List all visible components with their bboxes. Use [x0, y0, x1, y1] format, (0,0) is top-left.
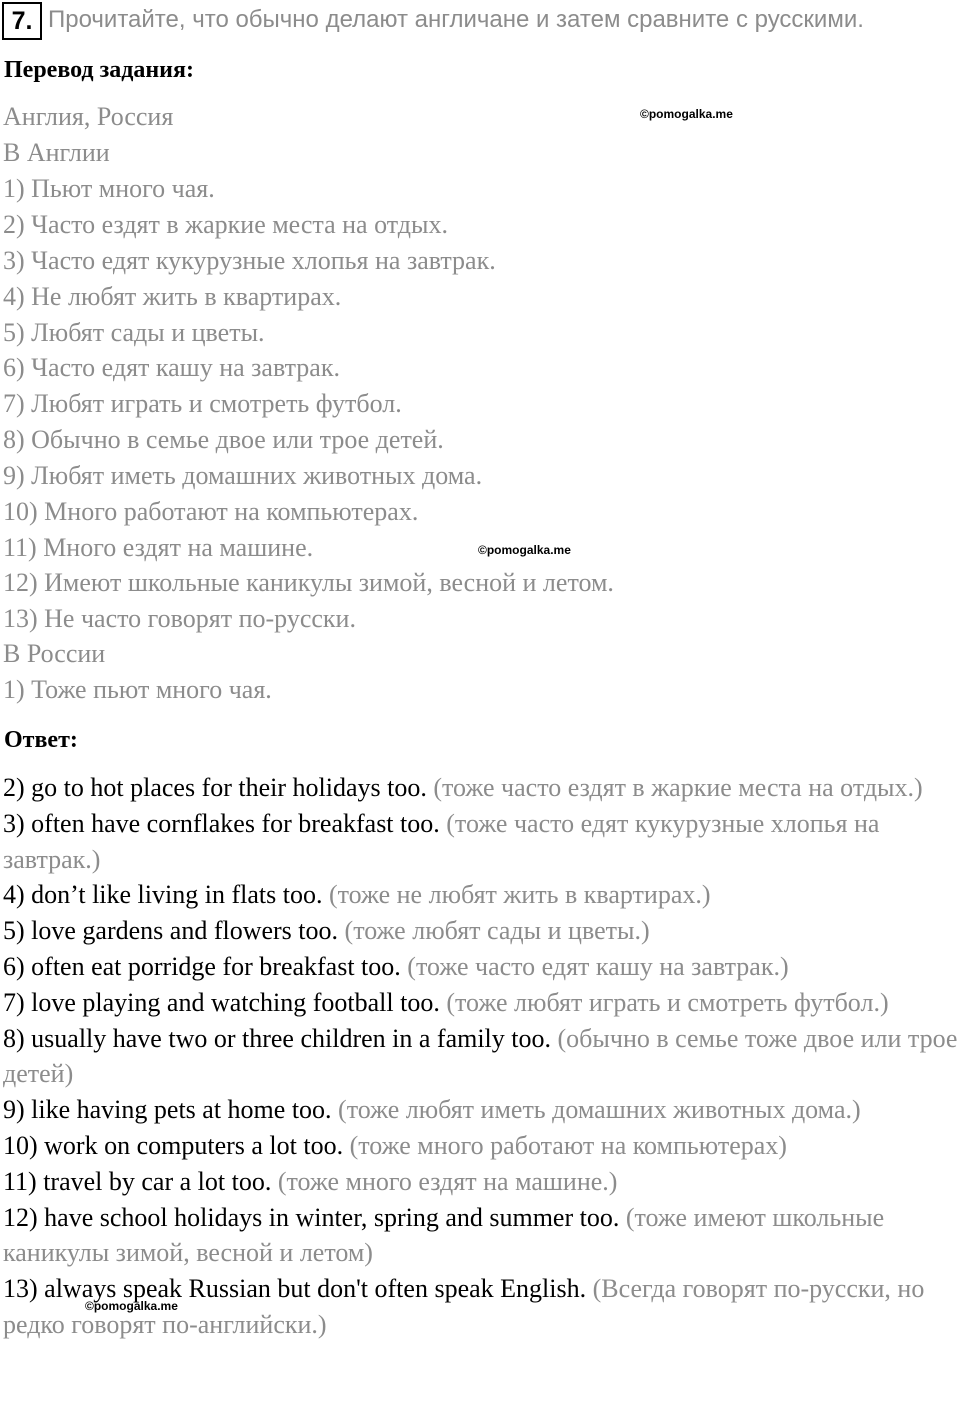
answer-english: 9) like having pets at home too. [3, 1095, 332, 1125]
answer-item [3, 1200, 958, 1272]
answer-item [3, 913, 958, 949]
answer-english: 3) often have cornflakes for breakfast too. [3, 808, 440, 838]
translation-line: 12) Имеют школьные каникулы зимой, весной и летом. [3, 568, 614, 597]
answer-item [3, 877, 958, 913]
translation-line: 2) Часто ездят в жаркие места на отдых. [3, 210, 448, 239]
answer-russian: (тоже любят играть и смотреть футбол.) [446, 987, 889, 1017]
answer-russian: (тоже часто едят кукурузные хлопья на завтрак.) [3, 808, 880, 874]
answer-english: 11) travel by car a lot too. [3, 1166, 272, 1196]
answer-item [3, 985, 958, 1021]
answer-russian: (Всегда говорят по-русски, но редко говорят по-английски.) [3, 1274, 925, 1339]
answer-english: 10) work on computers a lot too. [3, 1130, 344, 1160]
translation-heading: Перевод задания: [4, 57, 194, 83]
answer-item [3, 1128, 958, 1164]
answer-english: 6) often eat porridge for breakfast too. [3, 951, 401, 981]
translation-line: 5) Любят сады и цветы. [3, 318, 265, 347]
translation-line: 11) Много ездят на машине. [3, 533, 314, 562]
answer-list [3, 770, 958, 1343]
translation-line: 13) Не часто говорят по-русски. [3, 604, 356, 633]
answer-english: 7) love playing and watching football too. [3, 987, 440, 1017]
answer-item [3, 806, 958, 878]
translation-line: В России [3, 639, 106, 668]
answer-russian: (тоже любят иметь домашних животных дома.) [338, 1095, 861, 1125]
task-instruction: Прочитайте, что обычно делают англичане и затем сравните с русскими. [48, 6, 864, 33]
answer-english: 5) love gardens and flowers too. [3, 916, 339, 946]
answer-russian: (тоже часто ездят в жаркие места на отдых.) [433, 773, 923, 802]
translation-line: 3) Часто едят кукурузные хлопья на завтрак. [3, 246, 496, 275]
answer-item [3, 770, 958, 806]
translation-line: Англия, Россия [3, 102, 174, 131]
watermark: ©pomogalka.me [478, 543, 571, 557]
answer-english: 8) usually have two or three children in a family too. [3, 1023, 552, 1053]
translation-line: 8) Обычно в семье двое или трое детей. [3, 425, 444, 454]
translation-line: 4) Не любят жить в квартирах. [3, 282, 342, 311]
watermark: ©pomogalka.me [85, 1299, 178, 1313]
answer-russian: (тоже часто едят кашу на завтрак.) [407, 951, 789, 981]
translation-line: 1) Пьют много чая. [3, 174, 215, 203]
translation-line: 9) Любят иметь домашних животных дома. [3, 461, 483, 490]
translation-line: 6) Часто едят кашу на завтрак. [3, 353, 340, 382]
translation-line: 10) Много работают на компьютерах. [3, 497, 419, 526]
answer-russian: (тоже много работают на компьютерах) [349, 1130, 787, 1160]
watermark: ©pomogalka.me [640, 107, 733, 121]
answer-english: 12) have school holidays in winter, spring and summer too. [3, 1202, 620, 1232]
answer-english: 2) go to hot places for their holidays too. [3, 773, 427, 802]
answer-russian: (тоже много ездят на машине.) [277, 1166, 618, 1196]
task-header [2, 2, 958, 40]
translation-line: В Англии [3, 138, 110, 167]
answer-english: 13) always speak Russian but don't often speak English. [3, 1274, 587, 1304]
answer-russian: (обычно в семье тоже двое или трое детей) [3, 1023, 958, 1089]
answer-russian: (тоже имеют школьные каникулы зимой, весной и летом) [3, 1202, 885, 1268]
translation-line: 1) Тоже пьют много чая. [3, 675, 272, 704]
answer-item [3, 1021, 958, 1093]
answer-item [3, 1164, 958, 1200]
translation-line: 7) Любят играть и смотреть футбол. [3, 389, 402, 418]
answer-item [3, 949, 958, 985]
answer-item [3, 1092, 958, 1128]
answer-russian: (тоже не любят жить в квартирах.) [328, 880, 711, 910]
task-number: 7. [2, 2, 42, 40]
answer-russian: (тоже любят сады и цветы.) [344, 916, 650, 946]
answer-heading: Ответ: [4, 727, 78, 753]
answer-english: 4) don’t like living in flats too. [3, 880, 323, 910]
